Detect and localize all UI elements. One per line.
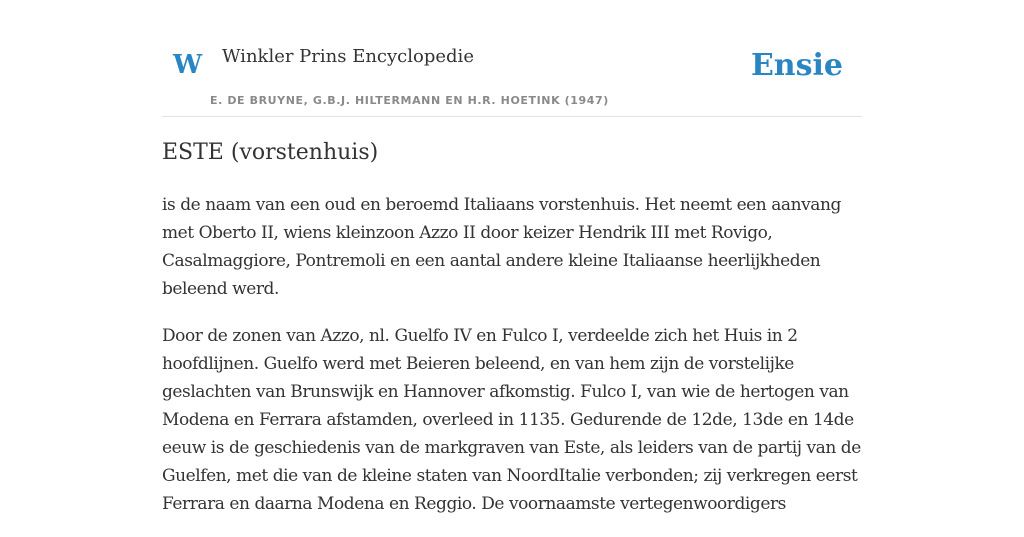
article-body — [162, 191, 862, 537]
article-title: ESTE (vorstenhuis) — [162, 140, 379, 165]
authors: E. DE BRUYNE, G.B.J. HILTERMANN EN H.R. HOETINK (1947) — [210, 94, 609, 107]
paragraph: Door de zonen van Azzo, nl. Guelfo IV en Fulco I, verdeelde zich het Huis in 2 hoofdlijnen. Guelfo werd met Beieren beleend, en van hem zijn de vorstelijke geslachten van Brunswijk en Hannover afkomstig. Fulco I, van wie de hertogen van Modena en Ferrara afstamden, overleed in 1135. Gedurende de 12de, 13de en 14de eeuw is de geschiedenis van de markgraven van Este, als leiders van de partij van de Guelfen, met die van de kleine staten van NoordItalie verbonden; zij verkregen eerst Ferrara en daarna Modena en Reggio. De voornaamste vertegenwoordigers — [162, 326, 861, 514]
header — [162, 0, 862, 117]
work-title[interactable]: Winkler Prins Encyclopedie — [222, 46, 474, 67]
paragraph: is de naam van een oud en beroemd Italiaans vorstenhuis. Het neemt een aanvang met Oberto II, wiens kleinzoon Azzo II door keizer Hendrik III met Rovigo, Casalmaggiore, Pontremoli en een aantal andere kleine Italiaanse heerlijkheden beleend werd. — [162, 195, 841, 299]
logo-w-icon[interactable]: W — [173, 50, 203, 80]
page — [162, 0, 862, 514]
ensie-logo[interactable]: Ensie — [750, 48, 843, 83]
